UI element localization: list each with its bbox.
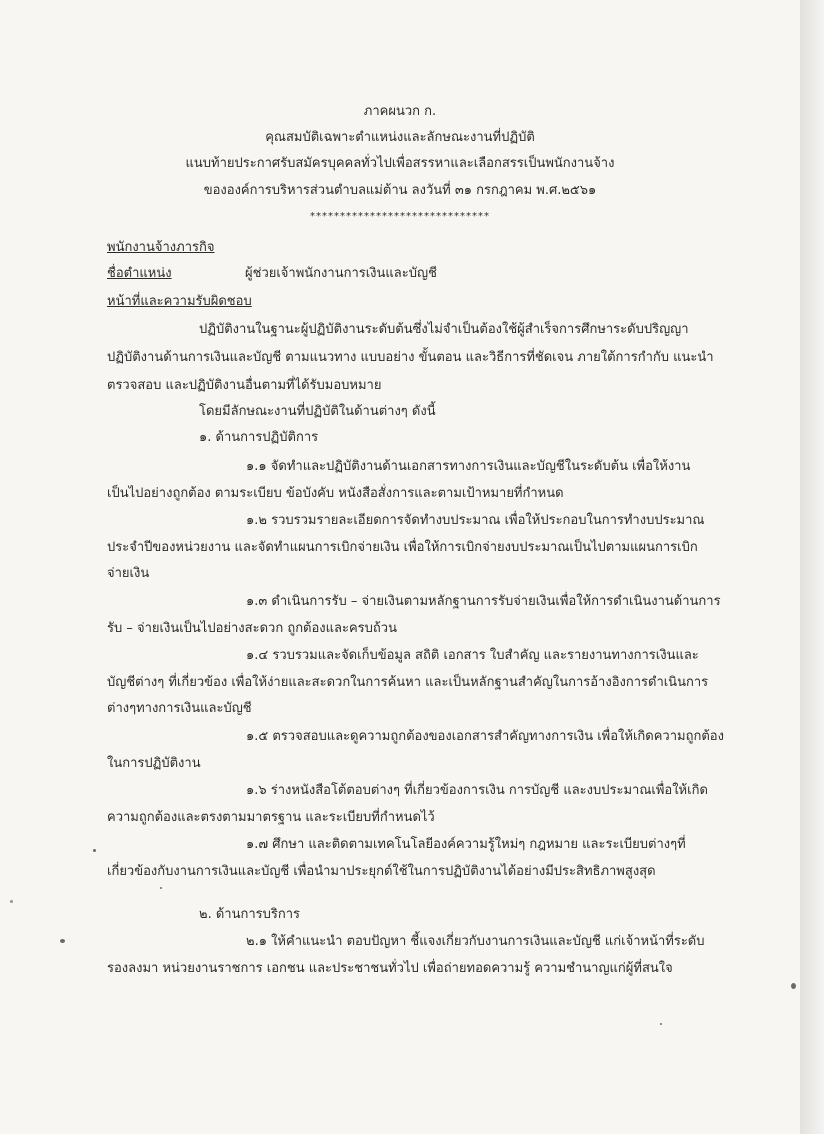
duties-heading: หน้าที่และความรับผิดชอบ [107,294,252,309]
position-name-label: ชื่อตำแหน่ง [107,266,172,281]
intro-paragraph: โดยมีลักษณะงานที่ปฏิบัติในด้านต่างๆ ดังนี้ [199,404,436,419]
appendix-label: ภาคผนวก ก. [363,104,437,119]
list-item: รับ – จ่ายเงินเป็นไปอย่างสะดวก ถูกต้องและครบถ้วน [107,621,397,636]
intro-paragraph: ปฏิบัติงานในฐานะผู้ปฏิบัติงานระดับต้นซึ่งไม่จำเป็นต้องใช้ผู้สำเร็จการศึกษาระดับปริญญา [199,322,689,337]
list-item: เป็นไปอย่างถูกต้อง ตามระเบียบ ข้อบังคับ หนังสือสั่งการและตามเป้าหมายที่กำหนด [107,486,564,501]
separator-line: ****************************** [310,211,490,222]
section-heading: ๑. ด้านการปฏิบัติการ [199,430,319,445]
list-item: เกี่ยวข้องกับงานการเงินและบัญชี เพื่อนำมาประยุกต์ใช้ในการปฏิบัติงานได้อย่างมีประสิทธิภาพสูงสุด [107,864,656,879]
organization-date: ขององค์การบริหารส่วนตำบลแม่ต้าน ลงวันที่ ๓๑ กรกฎาคม พ.ศ.๒๕๖๑ [203,183,597,198]
section-heading: ๒. ด้านการบริการ [199,907,301,922]
list-item: รองลงมา หน่วยงานราชการ เอกชน และประชาชนทั่วไป เพื่อถ่ายทอดความรู้ ความชำนาญแก่ผู้ที่สนใจ [107,961,673,976]
scan-speck [93,849,96,852]
list-item: ๑.๒ รวบรวมรายละเอียดการจัดทำงบประมาณ เพื่อให้ประกอบในการทำงบประมาณ [246,513,705,528]
list-item: ๑.๓ ดำเนินการรับ – จ่ายเงินตามหลักฐานการรับจ่ายเงินเพื่อให้การดำเนินงานด้านการ [246,594,721,609]
list-item: บัญชีต่างๆ ที่เกี่ยวข้อง เพื่อให้ง่ายและสะดวกในการค้นหา และเป็นหลักฐานสำคัญในการอ้างอิงการดำเนินการ [107,675,709,690]
list-item: ประจำปีของหน่วยงาน และจัดทำแผนการเบิกจ่ายเงิน เพื่อให้การเบิกจ่ายงบประมาณเป็นไปตามแผนการเบิก [107,540,698,555]
document-subtitle: แนบท้ายประกาศรับสมัครบุคคลทั่วไปเพื่อสรรหาและเลือกสรรเป็นพนักงานจ้าง [185,156,615,171]
list-item: ๑.๖ ร่างหนังสือโต้ตอบต่างๆ ที่เกี่ยวข้องการเงิน การบัญชี และงบประมาณเพื่อให้เกิด [246,783,708,798]
list-item: ๑.๕ ตรวจสอบและดูความถูกต้องของเอกสารสำคัญทางการเงิน เพื่อให้เกิดความถูกต้อง [246,729,724,744]
document-title: คุณสมบัติเฉพาะตำแหน่งและลักษณะงานที่ปฏิบัติ [265,130,535,145]
position-name-value: ผู้ช่วยเจ้าพนักงานการเงินและบัญชี [245,266,437,281]
list-item: ๑.๗ ศึกษา และติดตามเทคโนโลยีองค์ความรู้ใหม่ๆ กฎหมาย และระเบียบต่างๆที่ [246,837,686,852]
scan-speck [60,939,65,943]
list-item: ๑.๑ จัดทำและปฏิบัติงานด้านเอกสารทางการเงินและบัญชีในระดับต้น เพื่อให้งาน [246,459,691,474]
scan-edge [800,0,824,1134]
list-item: ต่างๆทางการเงินและบัญชี [107,701,252,716]
intro-paragraph: ตรวจสอบ และปฏิบัติงานอื่นตามที่ได้รับมอบหมาย [107,378,382,393]
employee-type-heading: พนักงานจ้างภารกิจ [107,240,215,255]
list-item: ๒.๑ ให้คำแนะนำ ตอบปัญหา ชี้แจงเกี่ยวกับงานการเงินและบัญชี แก่เจ้าหน้าที่ระดับ [246,934,705,949]
scan-speck [791,983,796,989]
scan-speck [160,887,162,889]
list-item: ความถูกต้องและตรงตามมาตรฐาน และระเบียบที่กำหนดไว้ [107,810,435,825]
list-item: ในการปฏิบัติงาน [107,756,201,771]
list-item: ๑.๔ รวบรวมและจัดเก็บข้อมูล สถิติ เอกสาร ใบสำคัญ และรายงานทางการเงินและ [246,648,699,663]
scan-speck [10,900,13,903]
scan-speck [660,1023,662,1025]
list-item: จ่ายเงิน [107,566,150,581]
intro-paragraph: ปฏิบัติงานด้านการเงินและบัญชี ตามแนวทาง แบบอย่าง ขั้นตอน และวิธีการที่ชัดเจน ภายใต้การกำกับ แนะนำ [107,350,714,365]
